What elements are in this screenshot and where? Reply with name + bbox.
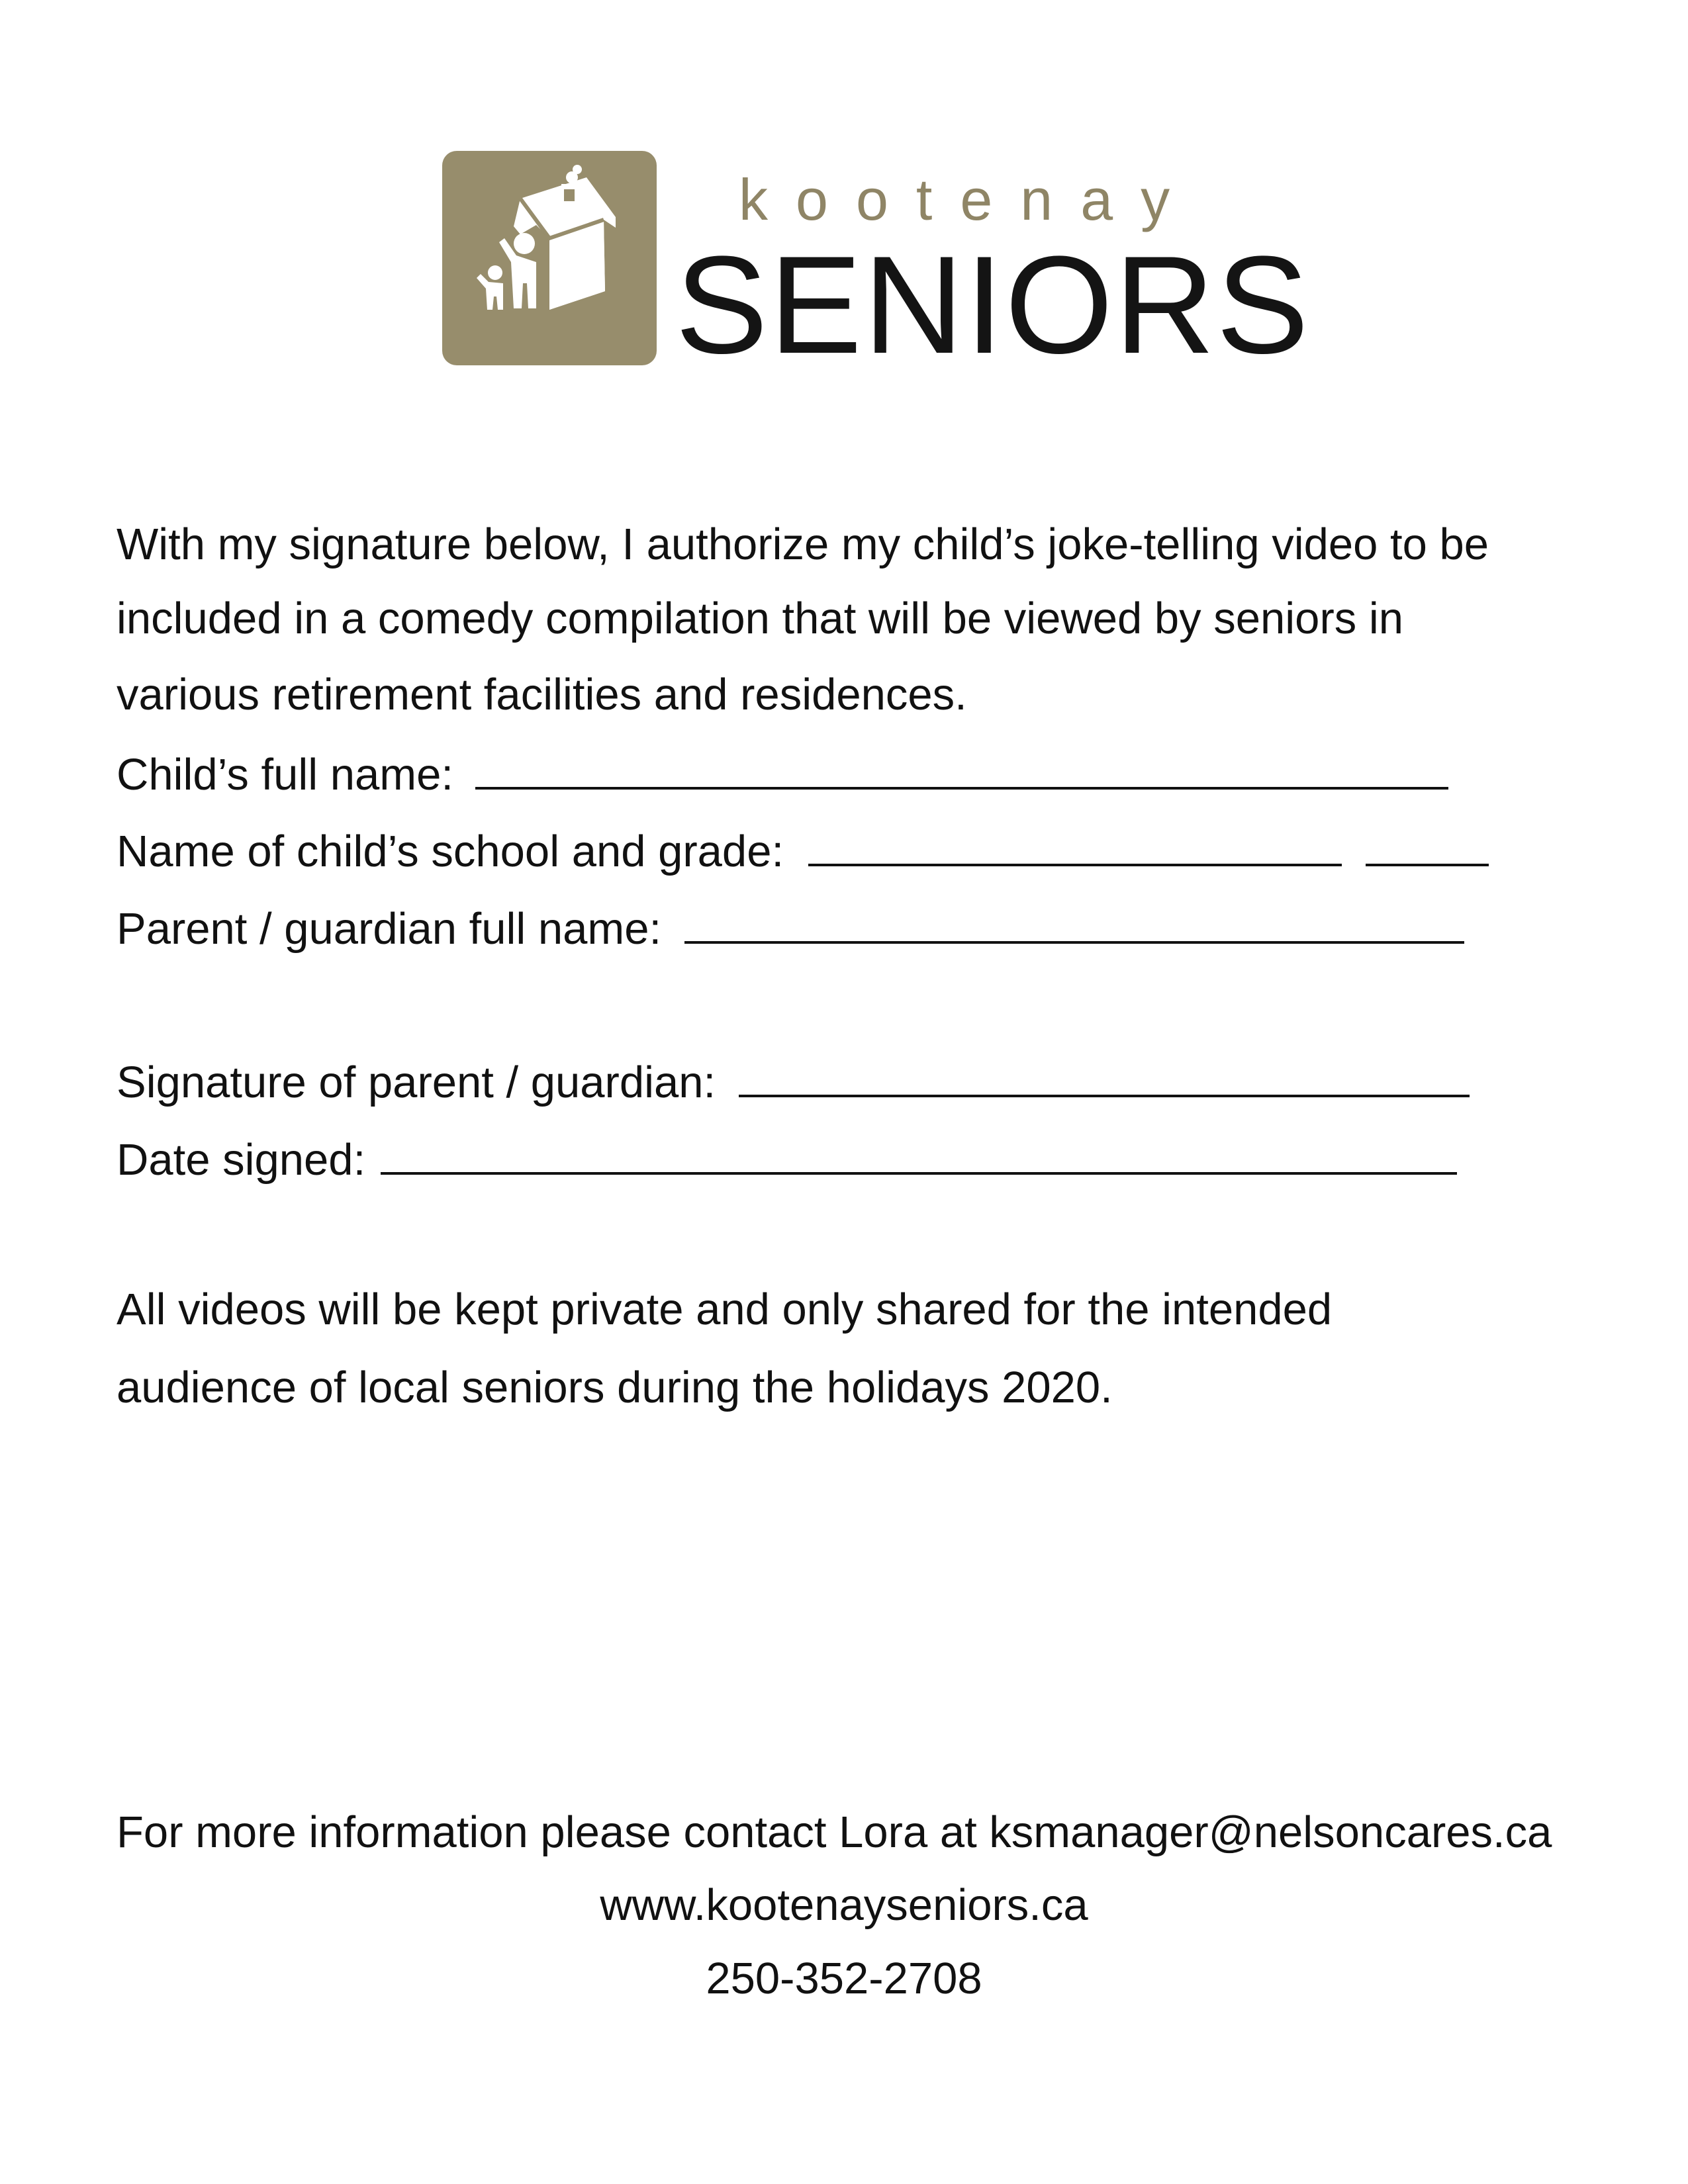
parent-name-field-row	[117, 903, 1464, 954]
privacy-line-2: audience of local seniors during the holidays 2020.	[117, 1363, 1113, 1412]
consent-paragraph-line-2: included in a comedy compilation that will be viewed by seniors in	[117, 594, 1404, 643]
signature-label: Signature of parent / guardian:	[117, 1058, 716, 1107]
date-label: Date signed:	[117, 1135, 366, 1185]
child-name-label: Child’s full name:	[117, 750, 453, 799]
date-field-row	[117, 1134, 1457, 1185]
logo-house-icon	[442, 151, 657, 365]
signature-blank[interactable]	[739, 1056, 1470, 1097]
consent-paragraph-line-1: With my signature below, I authorize my child’s joke-telling video to be	[117, 520, 1489, 569]
contact-line: For more information please contact Lora at ksmanager@nelsoncares.ca	[117, 1807, 1552, 1857]
privacy-line-1: All videos will be kept private and only shared for the intended	[117, 1285, 1333, 1334]
parent-name-blank[interactable]	[684, 903, 1464, 944]
school-grade-label: Name of child’s school and grade:	[117, 827, 784, 876]
school-name-blank[interactable]	[808, 825, 1342, 866]
phone-number: 250-352-2708	[706, 1954, 982, 2003]
parent-name-label: Parent / guardian full name:	[117, 904, 662, 954]
kootenay-seniors-logo	[442, 151, 1311, 383]
logo-kootenay-text: kootenay	[739, 167, 1198, 232]
logo-seniors-text: SENIORS	[675, 227, 1311, 383]
consent-paragraph-line-3: various retirement facilities and residences.	[117, 670, 967, 719]
signature-field-row	[117, 1056, 1470, 1105]
child-name-field-row	[117, 749, 1448, 797]
school-grade-field-row	[117, 825, 1489, 874]
date-blank[interactable]	[381, 1134, 1457, 1175]
website-link[interactable]: www.kootenayseniors.ca	[600, 1880, 1088, 1930]
grade-blank[interactable]	[1366, 825, 1489, 866]
child-name-blank[interactable]	[475, 749, 1448, 790]
